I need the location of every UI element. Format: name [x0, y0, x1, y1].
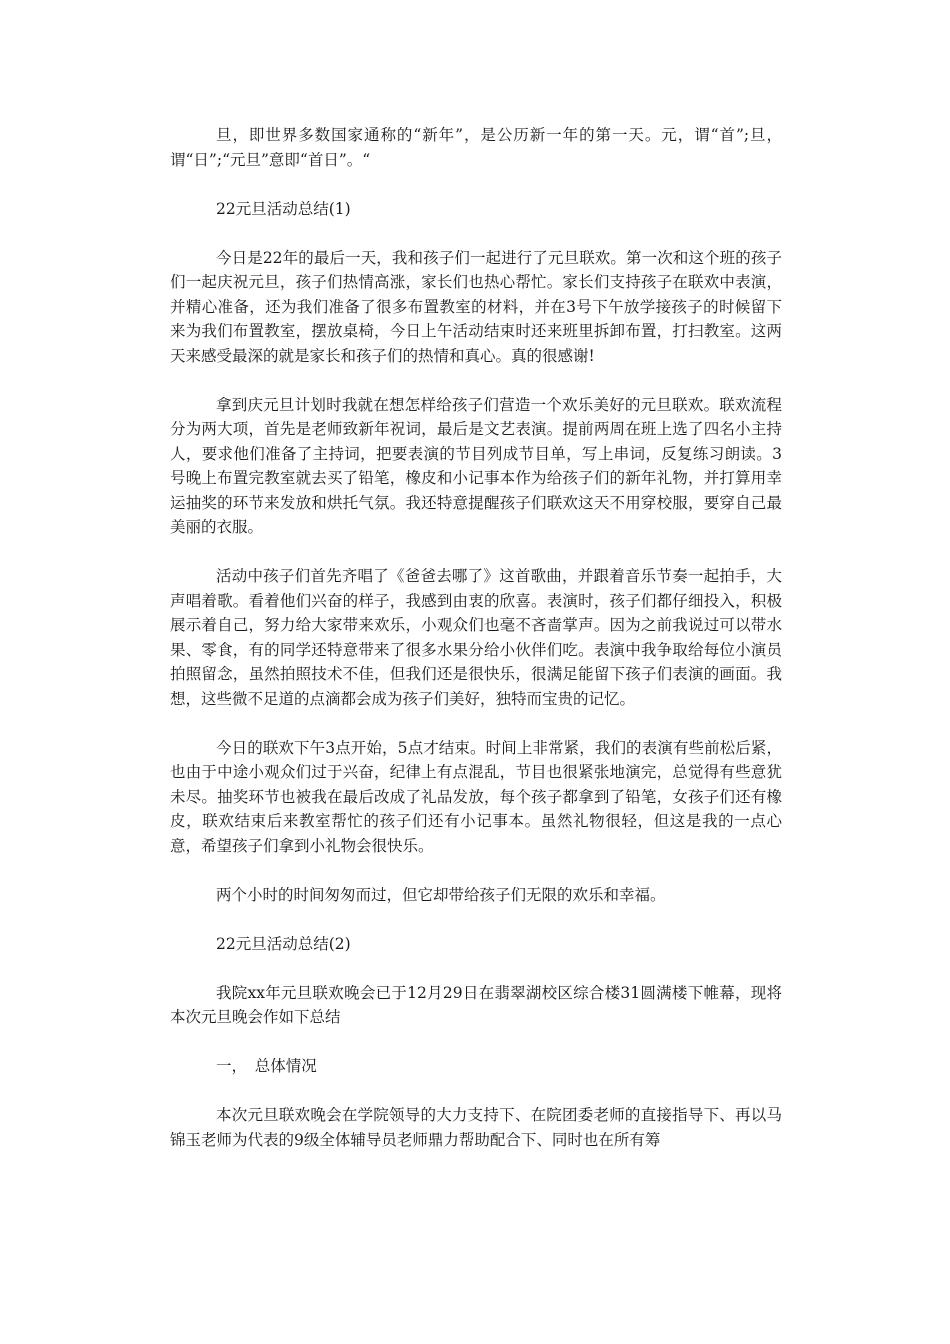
paragraph-2: 拿到庆元旦计划时我就在想怎样给孩子们营造一个欢乐美好的元旦联欢。联欢流程分为两大项，首先是老师致新年祝词，最后是文艺表演。提前两周在班上选了四名小主持人，要求他们准备了主持词，把要表演的节目列成节目单，写上串词，反复练习朗读。3号晚上布置完教室就去买了铅笔，橡皮和小记事本作为给孩子们的新年礼物，并打算用幸运抽奖的环节来发放和烘托气氛。我还特意提醒孩子们联欢这天不用穿校服，要穿自己最美丽的衣服。	[170, 395, 782, 536]
paragraph-1: 今日是22年的最后一天，我和孩子们一起进行了元旦联欢。第一次和这个班的孩子们一起庆祝元旦，孩子们热情高涨，家长们也热心帮忙。家长们支持孩子在联欢中表演，并精心准备，还为我们准备了很多布置教室的材料，并在3号下午放学接孩子的时候留下来为我们布置教室，摆放桌椅，今日上午活动结束时还来班里拆卸布置，打扫教室。这两天来感受最深的就是家长和孩子们的热情和真心。真的很感谢!	[170, 248, 782, 365]
paragraph-6: 我院xx年元旦联欢晚会已于12月29日在翡翠湖校区综合楼31圆满楼下帷幕，现将本次元旦晚会作如下总结	[170, 983, 782, 1026]
paragraph-7: 本次元旦联欢晚会在学院领导的大力支持下、在院团委老师的直接指导下、再以马锦玉老师为代表的9级全体辅导员老师鼎力帮助配合下、同时也在所有筹	[170, 1106, 782, 1149]
document-body	[170, 123, 782, 1177]
paragraph-5: 两个小时的时间匆匆而过，但它却带给孩子们无限的欢乐和幸福。	[216, 885, 666, 904]
section-heading-1: 22元旦活动总结(1)	[216, 199, 351, 218]
subsection-heading: 一， 总体情况	[216, 1057, 317, 1075]
intro-paragraph: 旦，即世界多数国家通称的“新年”，是公历新一年的第一天。元，谓“首”;旦，谓“日”;“元旦”意即“首日”。“	[170, 126, 782, 169]
section-heading-2: 22元旦活动总结(2)	[216, 934, 351, 953]
paragraph-3: 活动中孩子们首先齐唱了《爸爸去哪了》这首歌曲，并跟着音乐节奏一起拍手，大声唱着歌。看着他们兴奋的样子，我感到由衷的欣喜。表演时，孩子们都仔细投入，积极展示着自己，努力给大家带来欢乐，小观众们也毫不吝啬掌声。因为之前我说过可以带水果、零食，有的同学还特意带来了很多水果分给小伙伴们吃。表演中我争取给每位小演员拍照留念，虽然拍照技术不佳，但我们还是很快乐，很满足能留下孩子们表演的画面。我想，这些微不足道的点滴都会成为孩子们美好，独特而宝贵的记忆。	[170, 567, 782, 708]
paragraph-4: 今日的联欢下午3点开始，5点才结束。时间上非常紧，我们的表演有些前松后紧，也由于中途小观众们过于兴奋，纪律上有点混乱，节目也很紧张地演完，总觉得有些意犹未尽。抽奖环节也被我在最后改成了礼品发放，每个孩子都拿到了铅笔，女孩子们还有橡皮，联欢结束后来教室帮忙的孩子们还有小记事本。虽然礼物很轻，但这是我的一点心意，希望孩子们拿到小礼物会很快乐。	[170, 738, 782, 855]
